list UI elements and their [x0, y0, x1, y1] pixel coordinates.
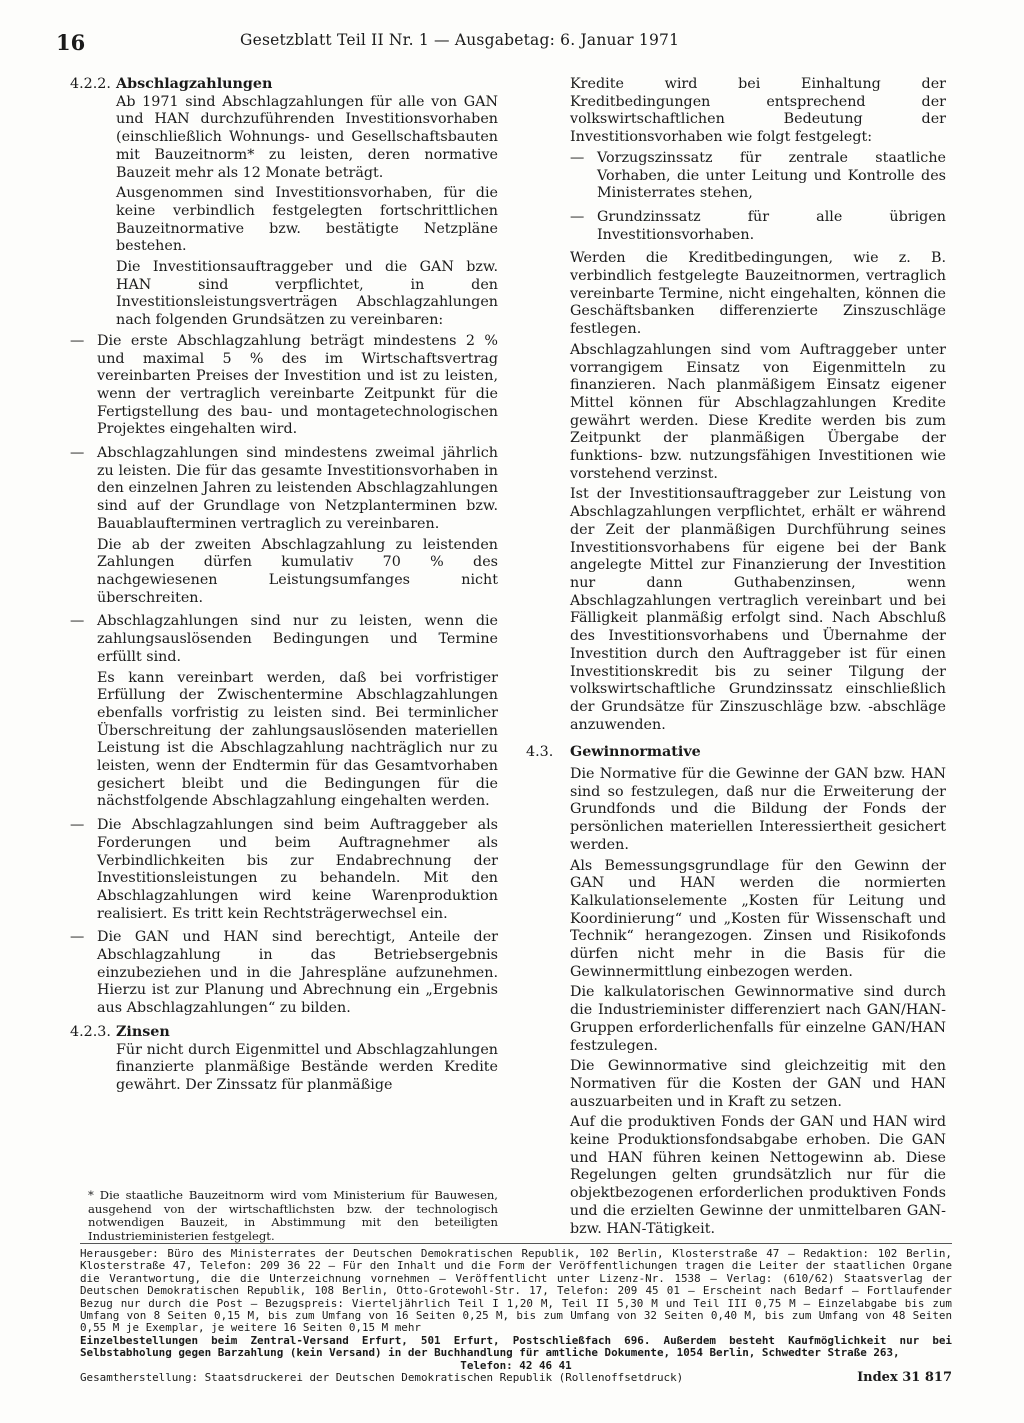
paragraph: Die Gewinnormative sind gleichzeitig mit den Normativen für die Kosten der GAN und HAN auszuarbeiten und in Kraft zu setzen. [570, 1058, 946, 1110]
page-number: 16 [56, 30, 86, 55]
footnote: * Die staatliche Bauzeitnorm wird vom Ministerium für Bauwesen, ausgehend von der wirtschaftlichsten bzw. der technologisch notwendigen Bauzeit, in Abstimmung mit den beteiligten Industrieministerien festgelegt. [88, 1188, 498, 1243]
section-title: Abschlagzahlungen [116, 76, 273, 92]
section-number: 4.2.2. [70, 76, 111, 92]
paragraph: Die kalkulatorischen Gewinnormative sind durch die Industrieminister differenziert nach GAN/HAN-Gruppen erforderlichenfalls für einzelne GAN/HAN festzulegen. [570, 984, 946, 1054]
paragraph: Ist der Investitionsauftraggeber zur Leistung von Abschlagzahlungen verpflichtet, erhält er während der Zeit der planmäßigen Durchführung seines Investitionsvorhabens für eigene bei der Bank angelegte Mittel zur Finanzierung der Investition nur dann Guthabenzinsen, wenn Abschlagzahlungen vertraglich vereinbart und bei Fälligkeit planmäßig erfolgt sind. Nach Abschluß des Investitionsvorhabens und Übernahme der Investition durch den Auftraggeber ist für einen Investitionskredit bis zu seiner Tilgung der volkswirtschaftliche Grundzinssatz einschließlich der Grundsätze für Zinszuschläge bzw. -abschläge anzuwenden. [570, 486, 946, 733]
list-item-extra: Die ab der zweiten Abschlagzahlung zu leistenden Zahlungen dürfen kumulativ 70 % des nachgewiesenen Leistungsumfanges nicht überschreiten. [97, 536, 498, 606]
imprint-printer: Gesamtherstellung: Staatsdruckerei der Deutschen Demokratischen Republik (Rollenoffsetdruck) [80, 1371, 684, 1385]
imprint-orders: Einzelbestellungen beim Zentral-Versand Erfurt, 501 Erfurt, Postschließfach 696. Außerdem besteht Kaufmöglichkeit nur bei Selbstabholung gegen Barzahlung (kein Versand) in der Buchhandlung für amtliche Dokumente, 1054 Berlin, Schwedter Straße 263, [80, 1333, 952, 1360]
dash-marker: — [70, 613, 85, 630]
list-item [70, 929, 498, 1021]
paragraph: Die Normative für die Gewinne der GAN bzw. HAN sind so festzulegen, daß nur die Erweiterung der Grundfonds und die Bildung der Fonds der persönlichen materiellen Interessiertheit gesichert werden. [570, 766, 946, 853]
dash-marker: — [70, 445, 85, 462]
paragraph: Ausgenommen sind Investitionsvorhaben, für die keine verbindlich festgelegten fortschrittlichen Bauzeitnormative bzw. bestätigte Netzpläne bestehen. [116, 185, 498, 255]
payment-rules-list [70, 333, 498, 1021]
list-item [70, 613, 498, 814]
list-item-text: Grundzinssatz für alle übrigen Investitionsvorhaben. [597, 208, 946, 243]
dash-marker: — [70, 929, 85, 946]
index-number: Index 31 817 [857, 1370, 952, 1386]
paragraph: Für nicht durch Eigenmittel und Abschlagzahlungen finanzierte planmäßige Bestände werden Kredite gewährt. Der Zinssatz für planmäßige [116, 1041, 498, 1093]
list-item [570, 150, 946, 206]
left-column [70, 76, 498, 1098]
section-title: Gewinnormative [570, 744, 701, 761]
paragraph: Abschlagzahlungen sind vom Auftraggeber unter vorrangigem Einsatz von Eigenmitteln zu finanzieren. Nach planmäßigem Einsatz eigener Mittel können für Abschlagzahlungen Kredite gewährt werden. Diese Kredite werden bis zum Zeitpunkt der planmäßigen Übergabe der funktions- bzw. nutzungsfähigen Investitionen wie vorstehend verzinst. [570, 341, 946, 482]
list-item-text: Abschlagzahlungen sind mindestens zweimal jährlich zu leisten. Die für das gesamte Investitionsvorhaben in den einzelnen Jahren zu leistenden Abschlagzahlungen sind auf der Grundlage von Netzplanterminen bzw. Bauablaufterminen vertraglich zu vereinbaren. [97, 445, 498, 532]
list-item [70, 333, 498, 442]
list-item [70, 817, 498, 926]
list-item-extra: Es kann vereinbart werden, daß bei vorfristiger Erfüllung der Zwischentermine Abschlagzahlungen ebenfalls vorfristig zu leisten sind. Bei terminlicher Überschreitung der zahlungsauslösenden materiellen Leistung ist die Abschlagzahlung nachträglich nur zu leisten, wenn der Endtermin für das Gesamtvorhaben gesichert bleibt und die Bedingungen für die nächstfolgende Abschlagzahlung eingehalten werden. [97, 669, 498, 810]
paragraph: Kredite wird bei Einhaltung der Kreditbedingungen entsprechend der volkswirtschaftlichen Bedeutung der Investitionsvorhaben wie folgt festgelegt: [570, 76, 946, 146]
section-title: Zinsen [116, 1023, 170, 1040]
running-head: Gesetzblatt Teil II Nr. 1 — Ausgabetag: 6. Januar 1971 [240, 31, 680, 49]
paragraph: Die Investitionsauftraggeber und die GAN bzw. HAN sind verpflichtet, in den Investitionsleistungsverträgen Abschlagzahlungen nach folgenden Grundsätzen zu vereinbaren: [116, 259, 498, 329]
list-item [570, 209, 946, 247]
dash-marker: — [70, 332, 85, 349]
paragraph: Ab 1971 sind Abschlagzahlungen für alle von GAN und HAN durchzuführenden Investitionsvorhaben (einschließlich Wohnungs- und Gesellschaftsbauten mit Bauzeitnorm* zu leisten, deren normative Bauzeit mehr als 12 Monate beträgt. [116, 93, 498, 181]
right-column [526, 76, 946, 1241]
dash-marker: — [570, 149, 585, 166]
divider [80, 1243, 952, 1244]
paragraph: Auf die produktiven Fonds der GAN und HAN wird keine Produktionsfondsabgabe erhoben. Die GAN und HAN führen keinen Nettogewinn ab. Diese Regelungen gelten grundsätzlich nur für die objektbezogenen erforderlichen produktiven Fonds und die erzielten Gewinne der unmittelbaren GAN- bzw. HAN-Tätigkeit. [570, 1114, 946, 1237]
dash-marker: — [570, 208, 585, 225]
section-number: 4.3. [526, 744, 554, 761]
section-4-2-2-heading [70, 76, 498, 94]
list-item-text: Die GAN und HAN sind berechtigt, Anteile der Abschlagzahlung in das Betriebsergebnis einzubeziehen und in die Jahrespläne aufzunehmen. Hierzu ist zur Planung und Abrechnung ein „Ergebnis aus Abschlagzahlungen“ zu bilden. [97, 929, 498, 1017]
imprint-phone: Telefon: 42 46 41 [460, 1358, 572, 1372]
section-number: 4.2.3. [70, 1023, 111, 1040]
list-item-text: Die Abschlagzahlungen sind beim Auftraggeber als Forderungen und beim Auftragnehmer als Verbindlichkeiten bis zur Endabrechnung der Investitionsleistungen zu behandeln. Mit den Abschlagzahlungen wird keine Warenproduktion realisiert. Es tritt kein Rechtsträgerwechsel ein. [97, 817, 498, 922]
imprint-publisher: Herausgeber: Büro des Ministerrates der Deutschen Demokratischen Republik, 102 Berlin, Klosterstraße 47 – Redaktion: 102 Berlin, Klosterstraße 47, Telefon: 209 36 22 – Für den Inhalt und die Form der Veröffentlichungen tragen die Leiter der staatlichen Organe die Verantwortung, die die Unterzeichnung vornehmen – Veröffentlicht unter Lizenz-Nr. 1538 – Verlag: (610/62) Staatsverlag der Deutschen Demokratischen Republik, 108 Berlin, Otto-Grotewohl-Str. 17, Telefon: 209 45 01 – Erscheint nach Bedarf – Fortlaufender Bezug nur durch die Post – Bezugspreis: Vierteljährlich Teil I 1,20 M, Teil II 5,30 M und Teil III 0,75 M – Einzelabgabe bis zum Umfang von 8 Seiten 0,15 M, bis zum Umfang von 16 Seiten 0,25 M, bis zum Umfang von 32 Seiten 0,40 M, bis zum Umfang von 48 Seiten 0,55 M je Exemplar, je weitere 16 Seiten 0,15 M mehr [80, 1247, 952, 1335]
paragraph: Als Bemessungsgrundlage für den Gewinn der GAN und HAN werden die normierten Kalkulationselemente „Kosten für Leitung und Koordinierung“ und „Kosten für Wissenschaft und Technik“ herangezogen. Zinsen und Risikofonds dürfen nicht mehr in die Basis für die Gewinnermittlung einbezogen werden. [570, 857, 946, 980]
list-item-text: Abschlagzahlungen sind nur zu leisten, wenn die zahlungsauslösenden Bedingungen und Termine erfüllt sind. [97, 613, 498, 665]
dash-marker: — [70, 817, 85, 834]
paragraph: Werden die Kreditbedingungen, wie z. B. verbindlich festgelegte Bauzeitnormen, vertraglich vereinbarte Termine, nicht eingehalten, können die Geschäftsbanken differenzierte Zinszuschläge festlegen. [570, 250, 946, 338]
list-item-text: Die erste Abschlagzahlung beträgt mindestens 2 % und maximal 5 % des im Wirtschaftsvertrag vereinbarten Preises der Investition und ist zu leisten, wenn der vertraglich vereinbarte Zeitpunkt für die Fertigstellung des bau- und montagetechnologischen Projektes eingehalten wird. [97, 332, 498, 438]
list-item-text: Vorzugszinssatz für zentrale staatliche Vorhaben, die unter Leitung und Kontrolle des Ministerrates stehen, [597, 149, 946, 202]
section-4-3-heading [526, 744, 946, 762]
section-4-2-3-heading [70, 1024, 498, 1042]
list-item [70, 445, 498, 610]
imprint [80, 1248, 952, 1384]
